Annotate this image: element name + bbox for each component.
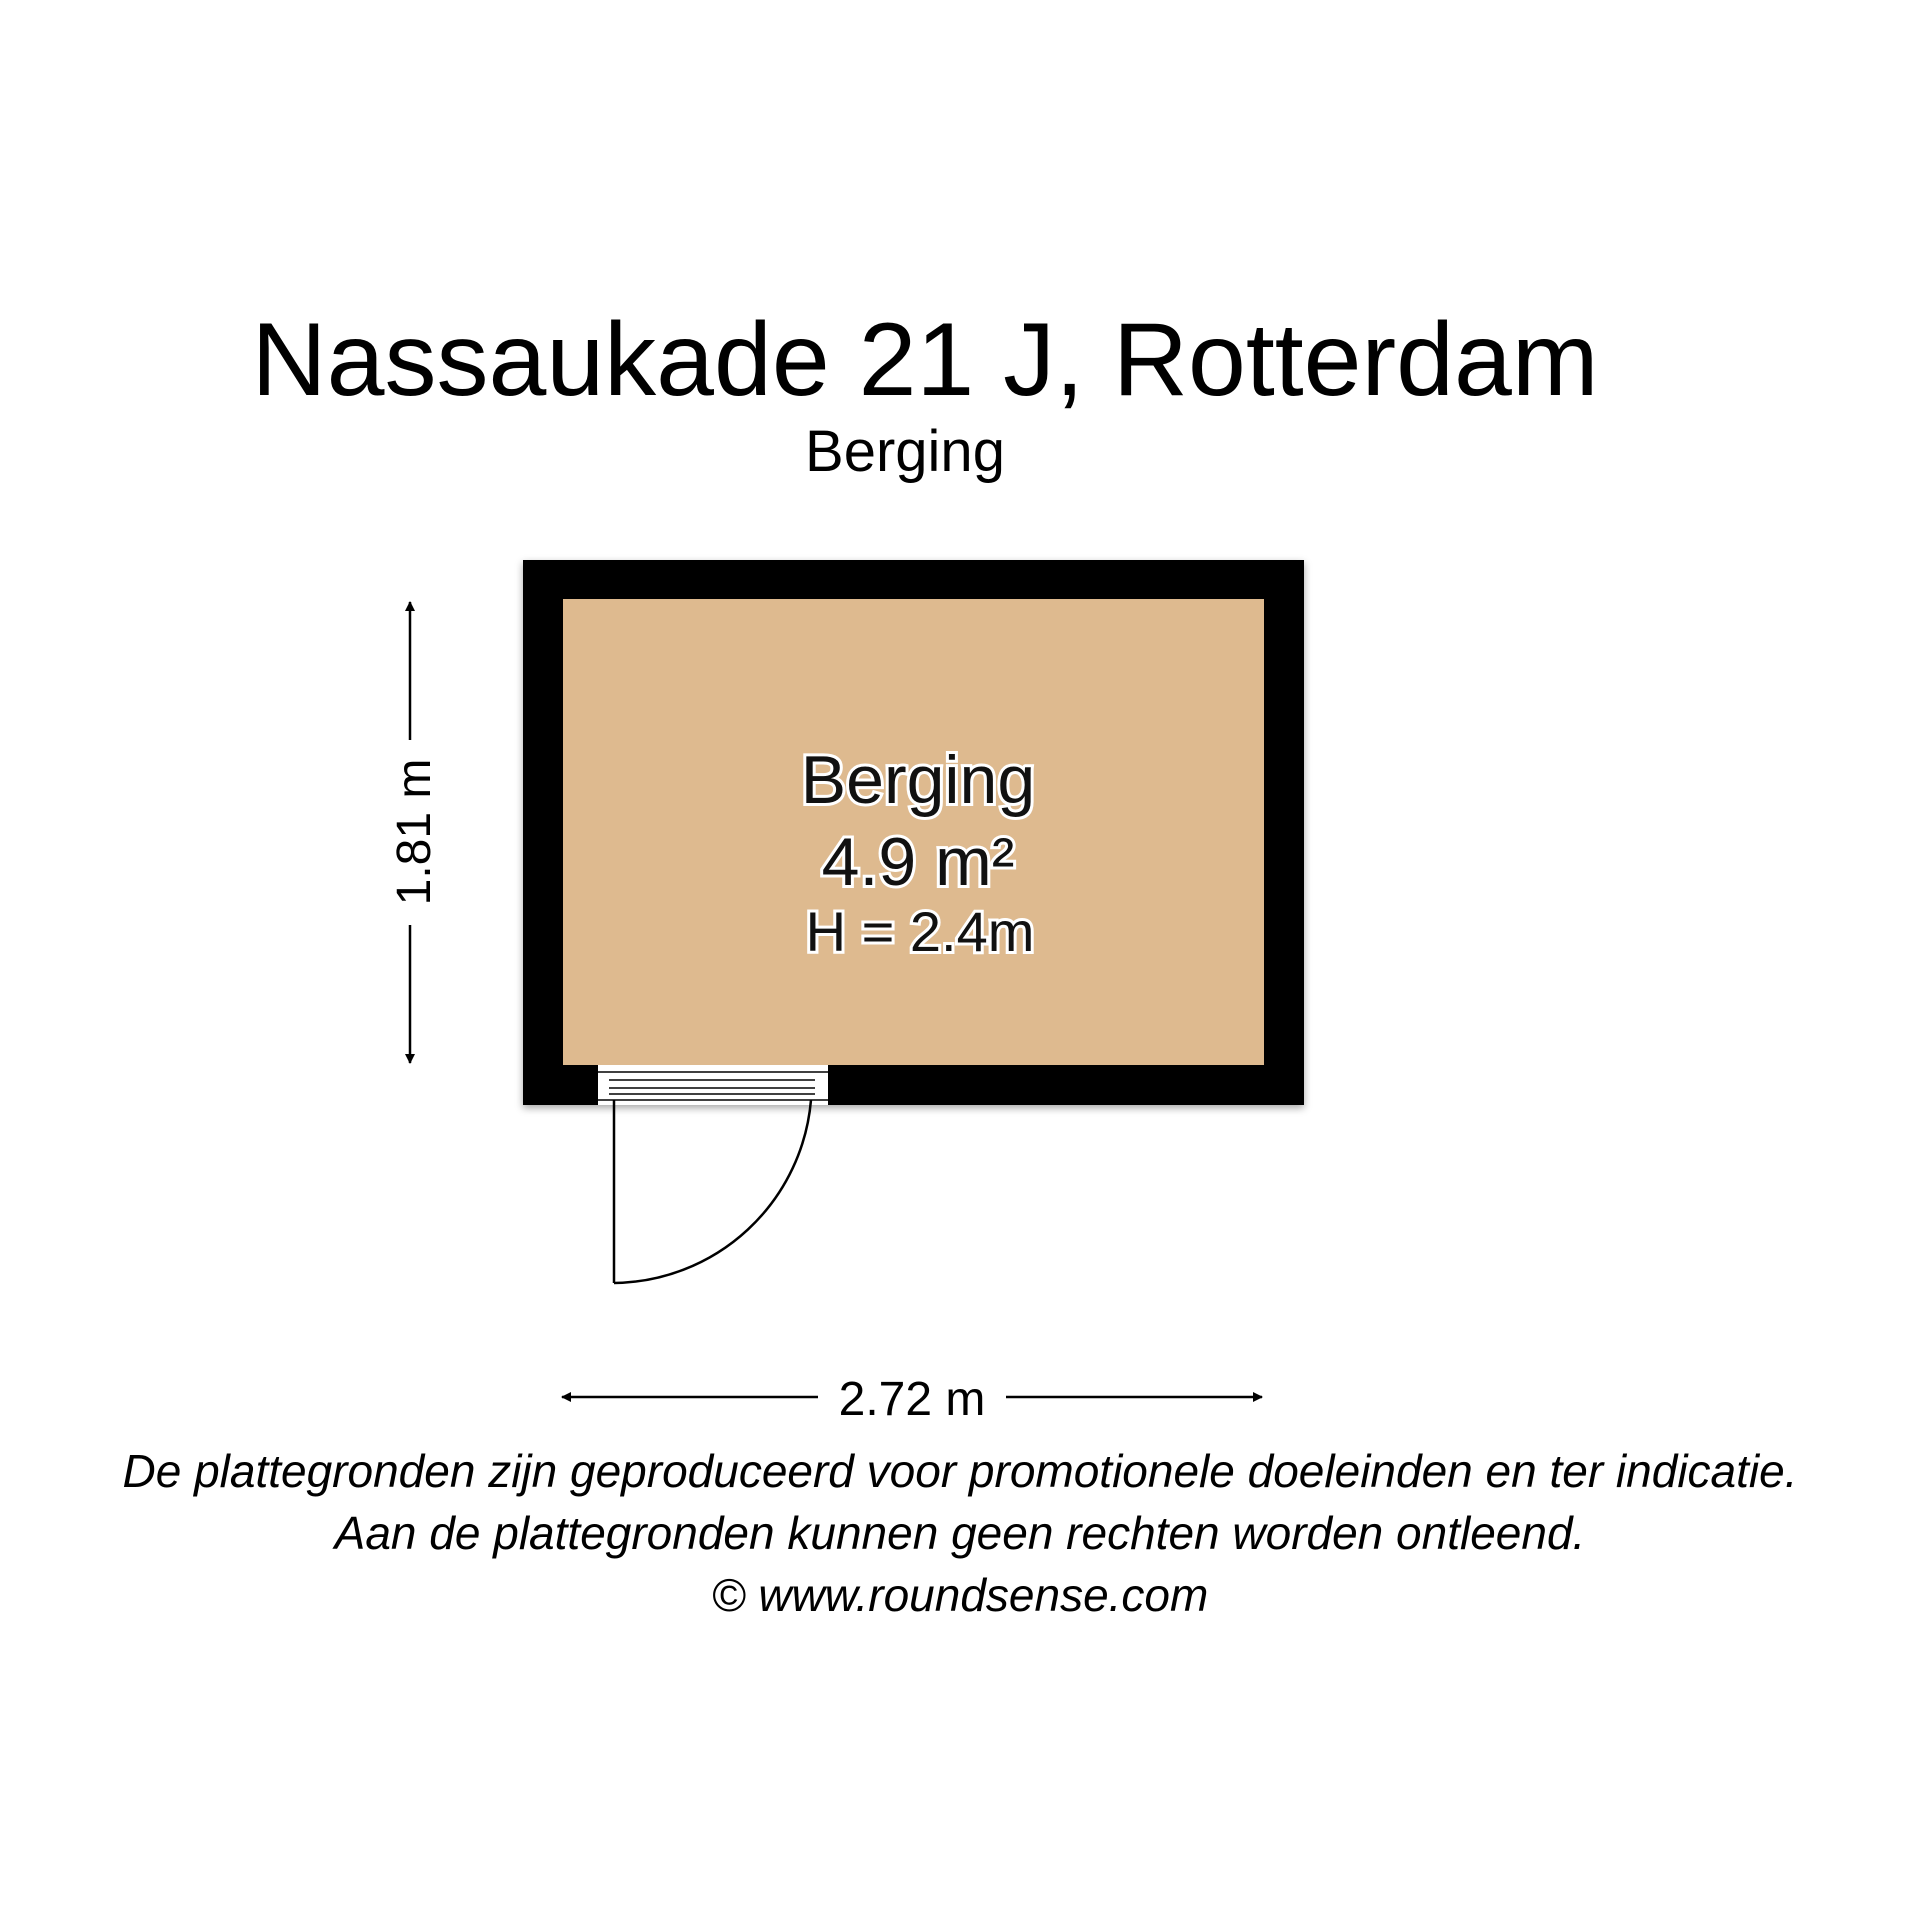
room-height: H = 2.4m: [805, 900, 1035, 963]
width-dimension: [562, 1373, 1262, 1426]
page-title: Nassaukade 21 J, Rotterdam: [251, 302, 1599, 418]
door: [597, 1065, 829, 1283]
room-name: Berging: [800, 742, 1036, 818]
disclaimer-line-1: De plattegronden zijn geproduceerd voor promotionele doeleinden en ter indicatie.: [122, 1445, 1798, 1497]
door-swing-arc: [614, 1100, 811, 1283]
copyright-link[interactable]: © www.roundsense.com: [711, 1569, 1209, 1621]
width-label: 2.72 m: [838, 1373, 986, 1426]
disclaimer-line-2: Aan de plattegronden kunnen geen rechten worden ontleend.: [334, 1507, 1586, 1559]
room-area: 4.9 m²: [821, 824, 1015, 900]
floor-subtitle: Berging: [805, 419, 1005, 484]
depth-dimension: [388, 602, 441, 1063]
depth-label: 1.81 m: [388, 758, 441, 906]
disclaimer: [0, 1440, 1920, 1626]
